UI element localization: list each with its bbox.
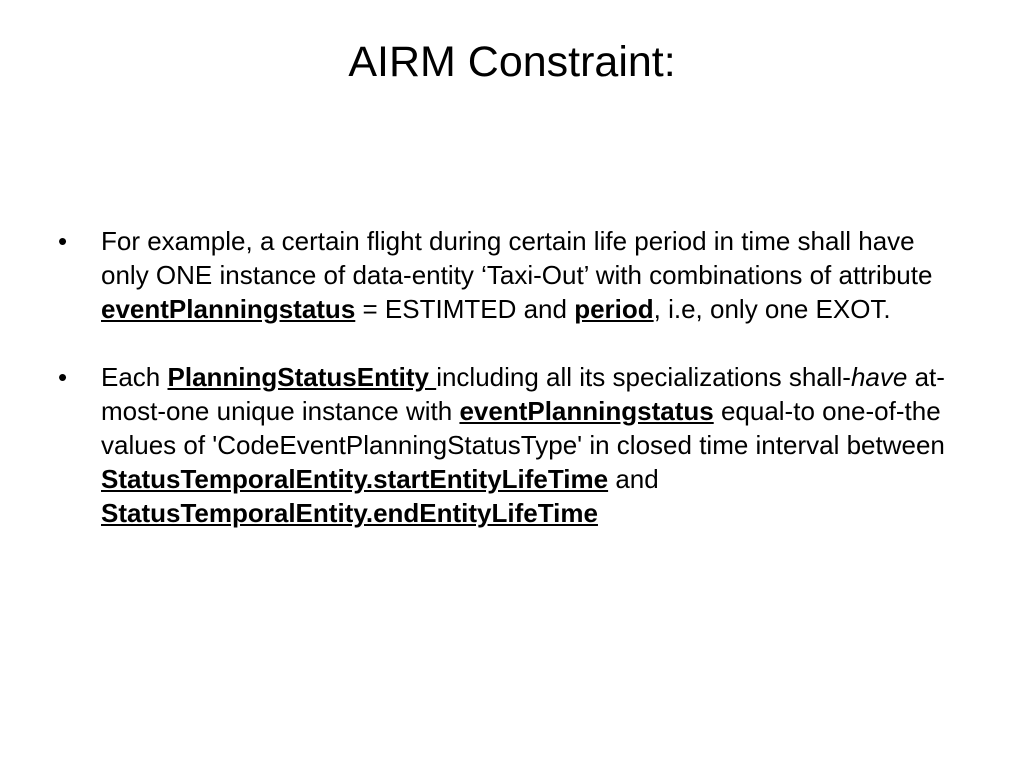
bullet-2-text-3: at-most-one unique instance with — [101, 362, 945, 426]
term-end-entity-lifetime: StatusTemporalEntity.endEntityLifeTime — [101, 498, 598, 528]
bullet-1-text-2: = ESTIMTED and — [355, 294, 575, 324]
term-start-entity-lifetime: StatusTemporalEntity.startEntityLifeTime — [101, 464, 609, 494]
term-period: period — [574, 294, 654, 324]
term-event-planningstatus: eventPlanningstatus — [459, 396, 714, 426]
emphasis-have: have — [850, 362, 908, 392]
bullet-item-2 — [58, 360, 958, 530]
bullet-1-text-3: , i.e, only one EXOT. — [653, 294, 891, 324]
bullet-item-1 — [58, 224, 958, 326]
bullet-1-text-1: For example, a certain flight during certain life period in time shall have only ONE instance of data-entity ‘Taxi-Out’ with combinations of attribute — [101, 226, 933, 290]
bullet-2-text-1: Each — [101, 362, 168, 392]
term-planning-status-entity: PlanningStatusEntity — [167, 362, 437, 392]
term-event-planningstatus: eventPlanningstatus — [101, 294, 356, 324]
slide-title: AIRM Constraint: — [348, 38, 676, 86]
bullet-marker: • — [58, 226, 68, 256]
slide-body — [58, 224, 958, 564]
bullet-2-text-2: including all its specializations shall- — [436, 362, 851, 392]
bullet-2-text-5: and — [608, 464, 659, 494]
bullet-marker: • — [58, 362, 68, 392]
bullet-2-text-4: equal-to one-of-the values of 'CodeEventPlanningStatusType' in closed time interval between — [101, 396, 945, 460]
